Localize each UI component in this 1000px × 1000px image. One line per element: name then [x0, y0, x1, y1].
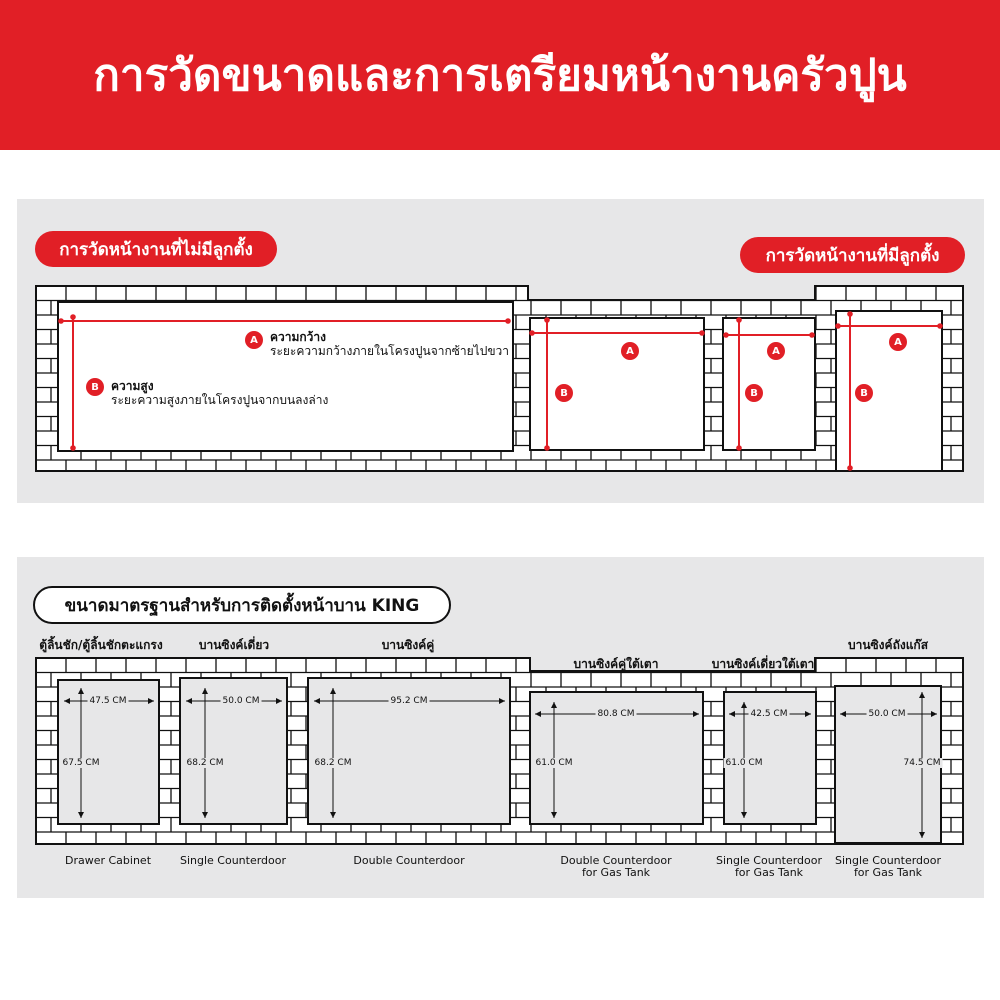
marker-b: B [855, 384, 873, 402]
cabinet-footer: Single Counterdoor for Gas Tank [715, 854, 823, 879]
cabinet-width: 47.5 CM [89, 696, 127, 706]
cabinet-width: 50.0 CM [222, 696, 260, 706]
cabinet-header: บานซิงค์เดี่ยว [198, 638, 270, 652]
cabinet-footer: Drawer Cabinet [64, 854, 152, 867]
cabinet-header: บานซิงค์ถังแก๊ส [847, 638, 929, 652]
marker-a: A [621, 342, 639, 360]
height-desc: ระยะความสูงภายในโครงปูนจากบนลงล่าง [111, 393, 329, 407]
cabinet-header: บานซิงค์คู่ [381, 638, 435, 652]
cabinet-width: 80.8 CM [597, 709, 635, 719]
cabinet-height: 68.2 CM [314, 758, 352, 768]
height-title: ความสูง [111, 379, 154, 393]
page-title: การวัดขนาดและการเตรียมหน้างานครัวปูน [93, 50, 907, 101]
marker-b: B [745, 384, 763, 402]
badge-standard-sizes: ขนาดมาตรฐานสำหรับการติดตั้งหน้าบาน KING [33, 586, 451, 624]
cabinet-width: 50.0 CM [868, 709, 906, 719]
cabinet-height: 74.5 CM [903, 758, 941, 768]
cabinet-header: บานซิงค์คู่ใต้เตา [573, 657, 659, 671]
width-title: ความกว้าง [270, 330, 327, 344]
cabinet-height: 61.0 CM [535, 758, 573, 768]
marker-a: A [889, 333, 907, 351]
cabinet-height: 67.5 CM [62, 758, 100, 768]
cabinet-footer: Single Counterdoor for Gas Tank [834, 854, 942, 879]
cabinet-footer: Double Counterdoor for Gas Tank [560, 854, 672, 879]
cabinet-height: 68.2 CM [186, 758, 224, 768]
badge-with-pillar: การวัดหน้างานที่มีลูกตั้ง [740, 237, 965, 273]
cabinet-height: 61.0 CM [725, 758, 763, 768]
cabinet-footer: Double Counterdoor [353, 854, 465, 867]
marker-a: A [245, 331, 263, 349]
cabinet-width: 95.2 CM [390, 696, 428, 706]
cabinet-footer: Single Counterdoor [179, 854, 287, 867]
marker-b: B [86, 378, 104, 396]
marker-a: A [767, 342, 785, 360]
width-desc: ระยะความกว้างภายในโครงปูนจากซ้ายไปขวา [270, 344, 510, 358]
marker-b: B [555, 384, 573, 402]
cabinet-header: บานซิงค์เดี่ยวใต้เตา [711, 657, 815, 671]
cabinet-header: ตู้ลิ้นชัก/ตู้ลิ้นชักตะแกรง [39, 638, 163, 652]
badge-no-pillar: การวัดหน้างานที่ไม่มีลูกตั้ง [35, 231, 277, 267]
cabinet-width: 42.5 CM [750, 709, 788, 719]
